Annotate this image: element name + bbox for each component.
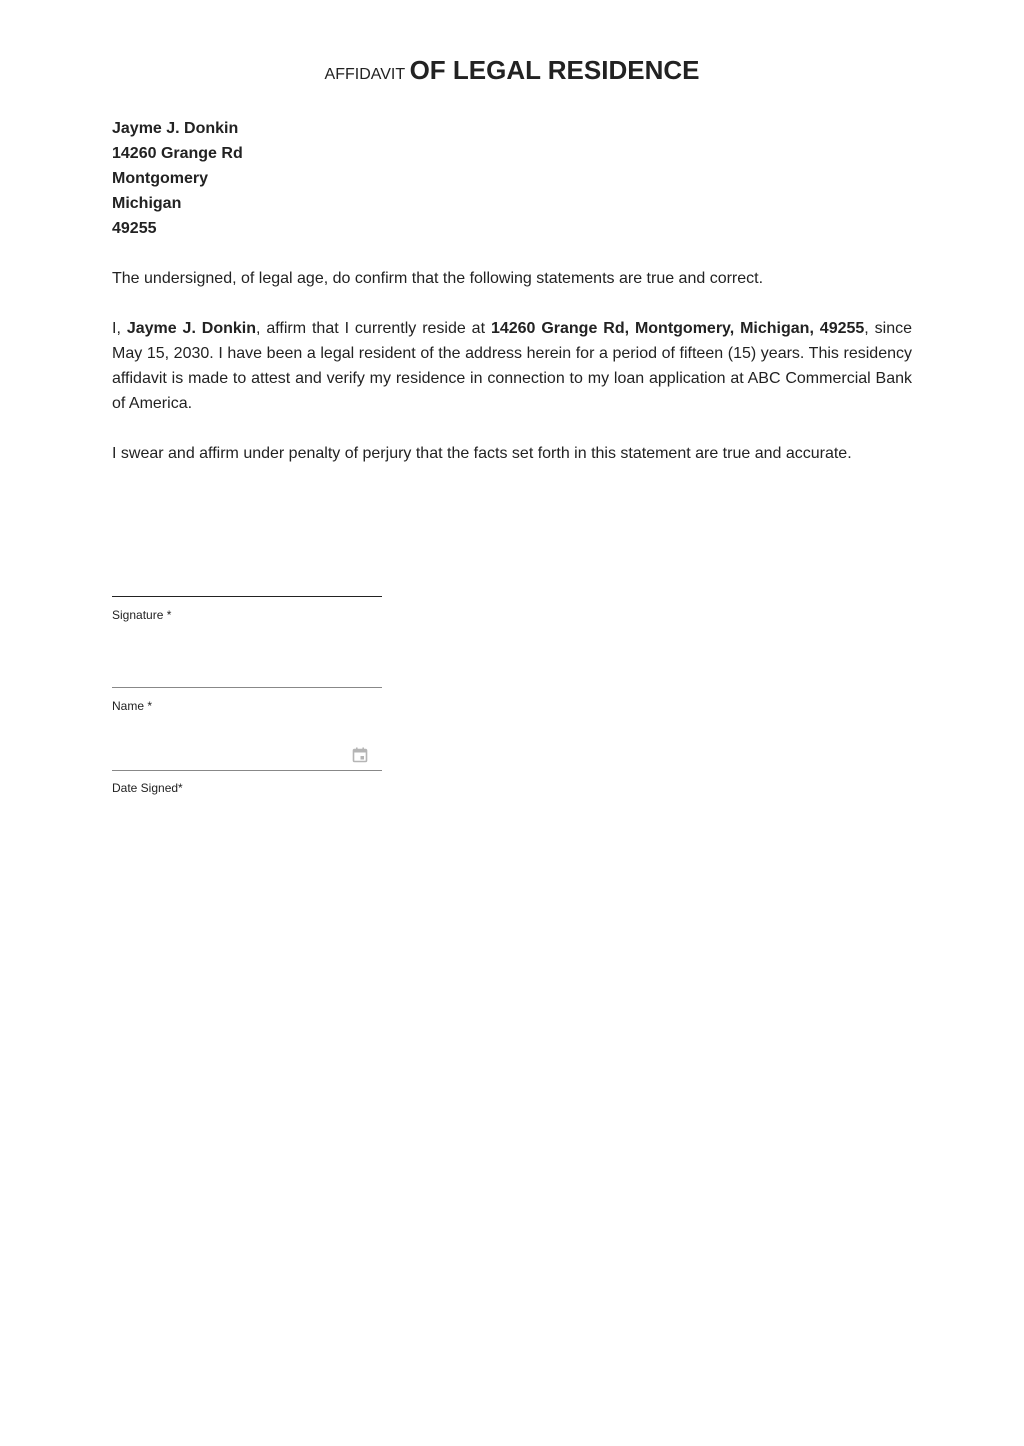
title-prefix: AFFIDAVIT: [324, 66, 406, 83]
address-name: Jayme J. Donkin: [112, 120, 239, 137]
affirm-name: Jayme J. Donkin: [126, 320, 257, 337]
calendar-icon[interactable]: [352, 747, 368, 763]
document-title: [112, 54, 912, 91]
name-field[interactable]: [112, 687, 382, 714]
address-street: 14260 Grange Rd: [112, 145, 243, 162]
date-field[interactable]: [112, 740, 382, 796]
address-city: Montgomery: [112, 170, 208, 187]
signature-label: Signature *: [112, 608, 172, 622]
title-main: OF LEGAL RESIDENCE: [409, 55, 700, 85]
affirmation-paragraph: [112, 316, 912, 416]
intro-paragraph: The undersigned, of legal age, do confirm that the following statements are true and correct.: [112, 270, 764, 287]
signature-line[interactable]: [112, 596, 382, 597]
name-input-line[interactable]: [112, 687, 382, 688]
address-block: [112, 116, 243, 241]
affirm-rest: , since May 15, 2030. I have been a legal resident of the address herein for a period of fifteen (15) years. This residency affidavit is made to attest and verify my residence in connection to my loan application at ABC Commercial Bank of America.: [112, 320, 913, 412]
affirm-mid: , affirm that I currently reside at: [256, 320, 491, 337]
oath-paragraph: I swear and affirm under penalty of perjury that the facts set forth in this statement are true and accurate.: [112, 445, 852, 462]
address-state: Michigan: [112, 195, 182, 212]
signature-field[interactable]: [112, 596, 382, 623]
date-input[interactable]: [112, 740, 382, 771]
affirm-start: I,: [112, 320, 127, 337]
name-label: Name *: [112, 699, 153, 713]
date-label: Date Signed*: [112, 781, 183, 795]
affirm-address: 14260 Grange Rd, Montgomery, Michigan, 49255: [490, 320, 865, 337]
address-zip: 49255: [112, 220, 157, 237]
